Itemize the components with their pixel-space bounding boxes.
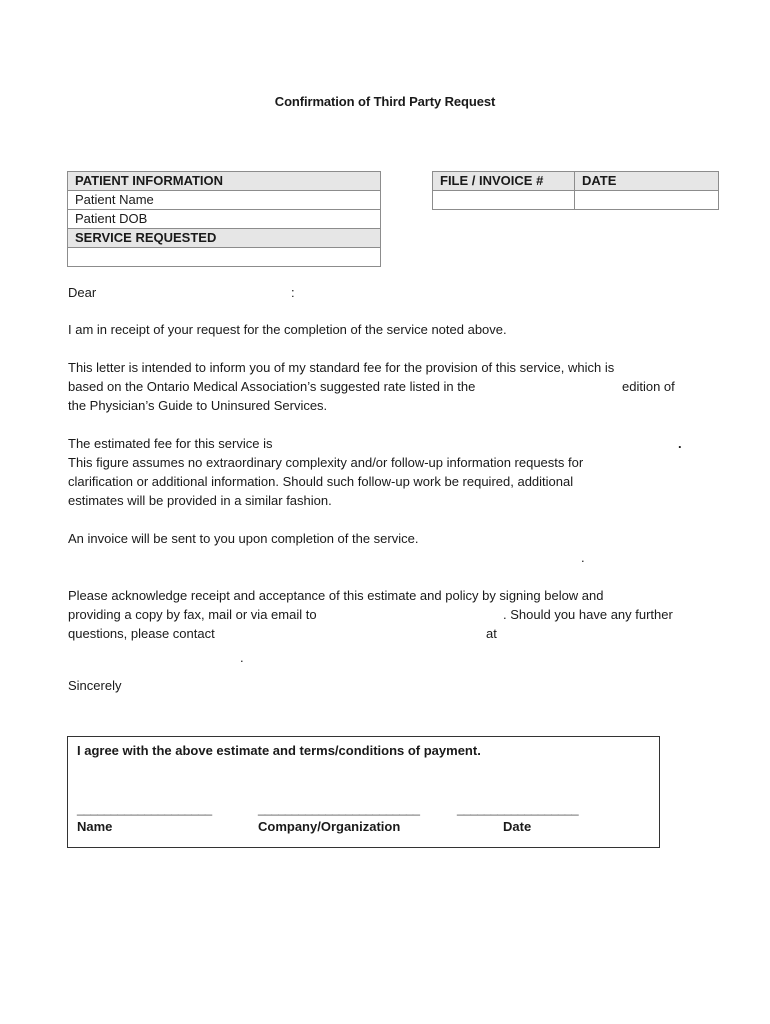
name-signature-line[interactable]: ____________________ (77, 801, 212, 816)
closing: Sincerely (68, 678, 122, 693)
paragraph-estimate-line-3: clarification or additional information. Should such follow-up work be required, additional (68, 474, 574, 489)
service-requested-field[interactable] (68, 248, 381, 267)
salutation-colon: : (291, 285, 295, 300)
paragraph-acknowledge-at: at (486, 626, 497, 641)
paragraph-fee-line-1: This letter is intended to inform you of my standard fee for the provision of this service, which is (68, 360, 615, 375)
patient-name-field[interactable]: Patient Name (68, 191, 381, 210)
agreement-statement: I agree with the above estimate and terms/conditions of payment. (77, 743, 481, 758)
document-title: Confirmation of Third Party Request (274, 94, 496, 109)
date-label: Date (503, 819, 532, 834)
paragraph-estimate-line-2: This figure assumes no extraordinary complexity and/or follow-up information requests for (68, 455, 584, 470)
date-field[interactable] (575, 191, 719, 210)
paragraph-fee-edition: edition of (622, 379, 675, 394)
service-requested-header: SERVICE REQUESTED (68, 229, 381, 248)
patient-dob-field[interactable]: Patient DOB (68, 210, 381, 229)
company-label: Company/Organization (258, 819, 401, 834)
company-signature-line[interactable]: ________________________ (258, 801, 420, 816)
patient-information-header: PATIENT INFORMATION (68, 172, 381, 191)
name-label: Name (77, 819, 113, 834)
paragraph-estimate-line-1: The estimated fee for this service is (68, 436, 273, 451)
patient-information-table (67, 171, 381, 267)
paragraph-receipt: I am in receipt of your request for the completion of the service noted above. (68, 322, 507, 337)
file-invoice-header: FILE / INVOICE # (433, 172, 575, 191)
paragraph-acknowledge-line-3: questions, please contact (68, 626, 215, 641)
paragraph-estimate-line-4: estimates will be provided in a similar fashion. (68, 493, 332, 508)
file-invoice-field[interactable] (433, 191, 575, 210)
paragraph-invoice: An invoice will be sent to you upon completion of the service. (68, 531, 419, 546)
paragraph-fee-line-2: based on the Ontario Medical Association’s suggested rate listed in the (68, 379, 476, 394)
paragraph-acknowledge-line-1: Please acknowledge receipt and acceptance of this estimate and policy by signing below and (68, 588, 604, 603)
paragraph-estimate-period: . (678, 436, 682, 451)
paragraph-acknowledge-line-2: providing a copy by fax, mail or via email to (68, 607, 317, 622)
paragraph-invoice-dot: . (581, 550, 585, 565)
paragraph-fee-line-3: the Physician’s Guide to Uninsured Services. (68, 398, 328, 413)
date-header: DATE (575, 172, 719, 191)
invoice-table (432, 171, 719, 210)
paragraph-acknowledge-dot: . (240, 650, 244, 665)
salutation: Dear (68, 285, 97, 300)
date-signature-line[interactable]: __________________ (457, 801, 579, 816)
paragraph-acknowledge-further: . Should you have any further (503, 607, 673, 622)
